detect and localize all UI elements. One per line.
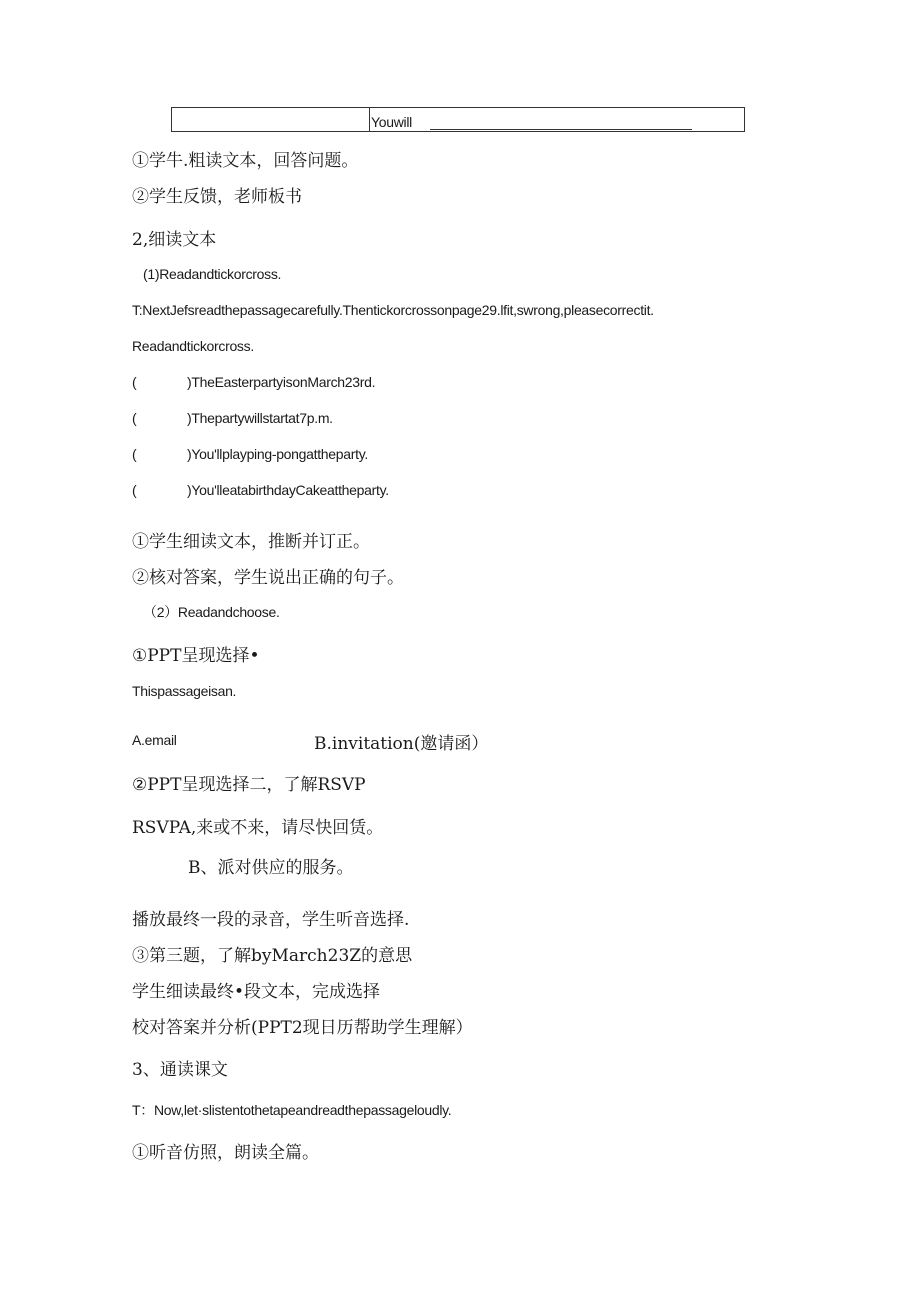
step-check: ②核对答案，学生说出正确的句子。 bbox=[132, 568, 404, 588]
task-prompt: Readandtickorcross. bbox=[132, 338, 254, 354]
section-heading-close-read: 2,细读文本 bbox=[132, 230, 217, 250]
step-rough-read: ①学牛.粗读文本，回答问题。 bbox=[132, 151, 359, 171]
paren-open: ( bbox=[132, 482, 137, 498]
option-b: B.invitation(邀请函） bbox=[314, 734, 489, 754]
paren-open: ( bbox=[132, 446, 137, 462]
ppt-choice-2: ②PPT呈现选择二，了解RSVP bbox=[132, 775, 366, 795]
question-passage-type: Thispassageisan. bbox=[132, 683, 237, 699]
check-answers: 校对答案并分析(PPT2现日历帮助学生理解） bbox=[132, 1018, 473, 1038]
rsvp-option-b: B、派对供应的服务。 bbox=[188, 858, 354, 878]
statement-1: )TheEasterpartyisonMarch23rd. bbox=[187, 374, 376, 390]
statement-3: )You'llplayping-pongattheparty. bbox=[187, 446, 368, 462]
paren-open: ( bbox=[132, 410, 137, 426]
task-2-title: （2）Readandchoose. bbox=[143, 604, 280, 620]
rsvp-option-a: RSVPA,来或不来，请尽快回赁。 bbox=[132, 818, 384, 838]
fill-in-blank-line bbox=[430, 129, 692, 130]
answer-table bbox=[171, 107, 745, 132]
table-divider bbox=[369, 108, 370, 131]
table-cell-text: Youwill bbox=[371, 114, 412, 130]
read-last-paragraph: 学生细读最终•段文本，完成选择 bbox=[132, 982, 381, 1002]
statement-2: )Thepartywillstartat7p.m. bbox=[187, 410, 333, 426]
step-correct: ①学生细读文本，推断并订正。 bbox=[132, 532, 370, 552]
step-imitate: ①听音仿照，朗读全篇。 bbox=[132, 1143, 319, 1163]
statement-4: )You'lleatabirthdayCakeattheparty. bbox=[187, 482, 389, 498]
option-a: A.email bbox=[132, 732, 177, 748]
play-recording: 播放最终一段的录音，学生听音选择. bbox=[132, 910, 410, 930]
section-heading-read-text: 3、通读课文 bbox=[132, 1060, 228, 1080]
step-feedback: ②学生反馈，老师板书 bbox=[132, 187, 302, 207]
teacher-instruction: T:NextJefsreadthepassagecarefully.Thentickorcrossonpage29.lfit,swrong,pleasecorrectit. bbox=[132, 302, 654, 318]
teacher-instruction-listen: T：Now,let·slistentothetapeandreadthepassageloudly. bbox=[132, 1102, 452, 1118]
paren-open: ( bbox=[132, 374, 137, 390]
question-three: ③第三题，了解byMarch23Z的意思 bbox=[132, 946, 413, 966]
ppt-choice-1: ①PPT呈现选择• bbox=[132, 646, 260, 666]
task-1-title: (1)Readandtickorcross. bbox=[143, 266, 282, 282]
